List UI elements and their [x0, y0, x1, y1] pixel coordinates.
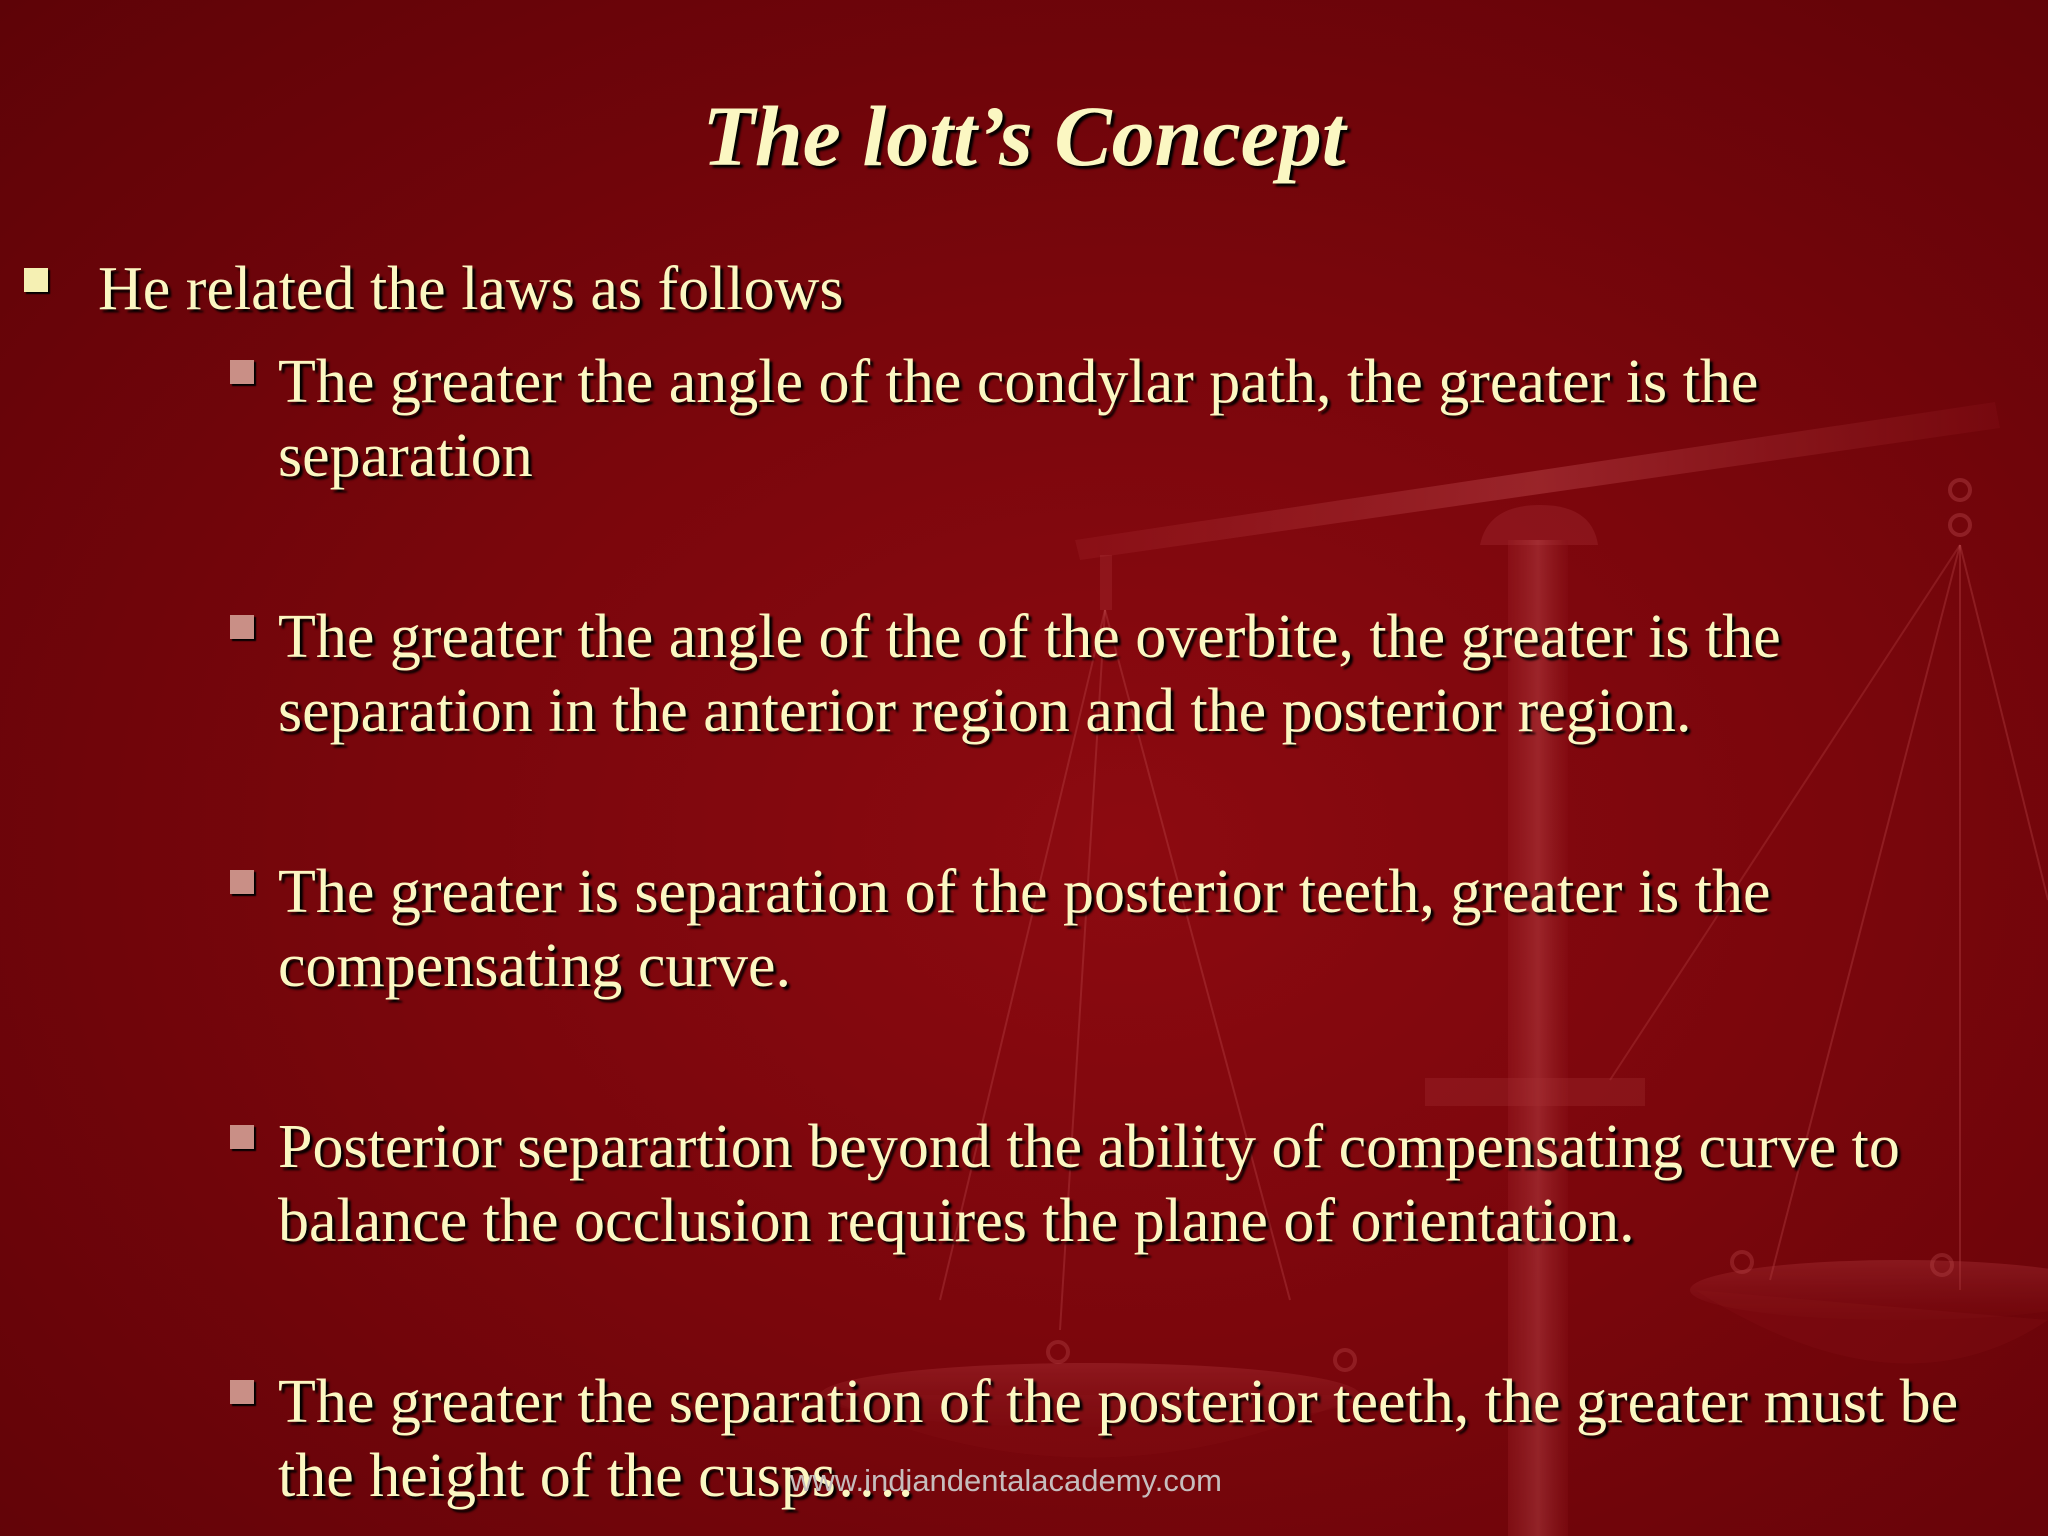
law-text: The greater the angle of the of the overbite, the greater is the separation in the anterior region and the posterior region. [278, 603, 1781, 745]
slide-title: The lott’s Concept [702, 88, 1346, 184]
law-item [230, 345, 2020, 493]
law-text: Posterior separartion beyond the ability of compensating curve to balance the occlusion requires the plane of orientation. [278, 1113, 1900, 1255]
law-text: The greater the angle of the condylar path, the greater is the separation [278, 348, 1759, 490]
footer-url: www.indiandentalacademy.com [790, 1463, 1222, 1498]
law-item [230, 855, 2020, 1003]
law-text: The greater is separation of the posterior teeth, greater is the compensating curve. [278, 858, 1771, 1000]
square-bullet-icon [230, 1125, 254, 1149]
law-item [230, 1110, 2020, 1258]
square-bullet-icon [24, 268, 48, 292]
law-item [230, 600, 2020, 748]
law-text: The greater the separation of the posterior teeth, the greater must be the height of the cusps…. [278, 1368, 1959, 1510]
square-bullet-icon [230, 870, 254, 894]
square-bullet-icon [230, 360, 254, 384]
intro-text: He related the laws as follows [98, 255, 844, 323]
square-bullet-icon [230, 1380, 254, 1404]
square-bullet-icon [230, 615, 254, 639]
